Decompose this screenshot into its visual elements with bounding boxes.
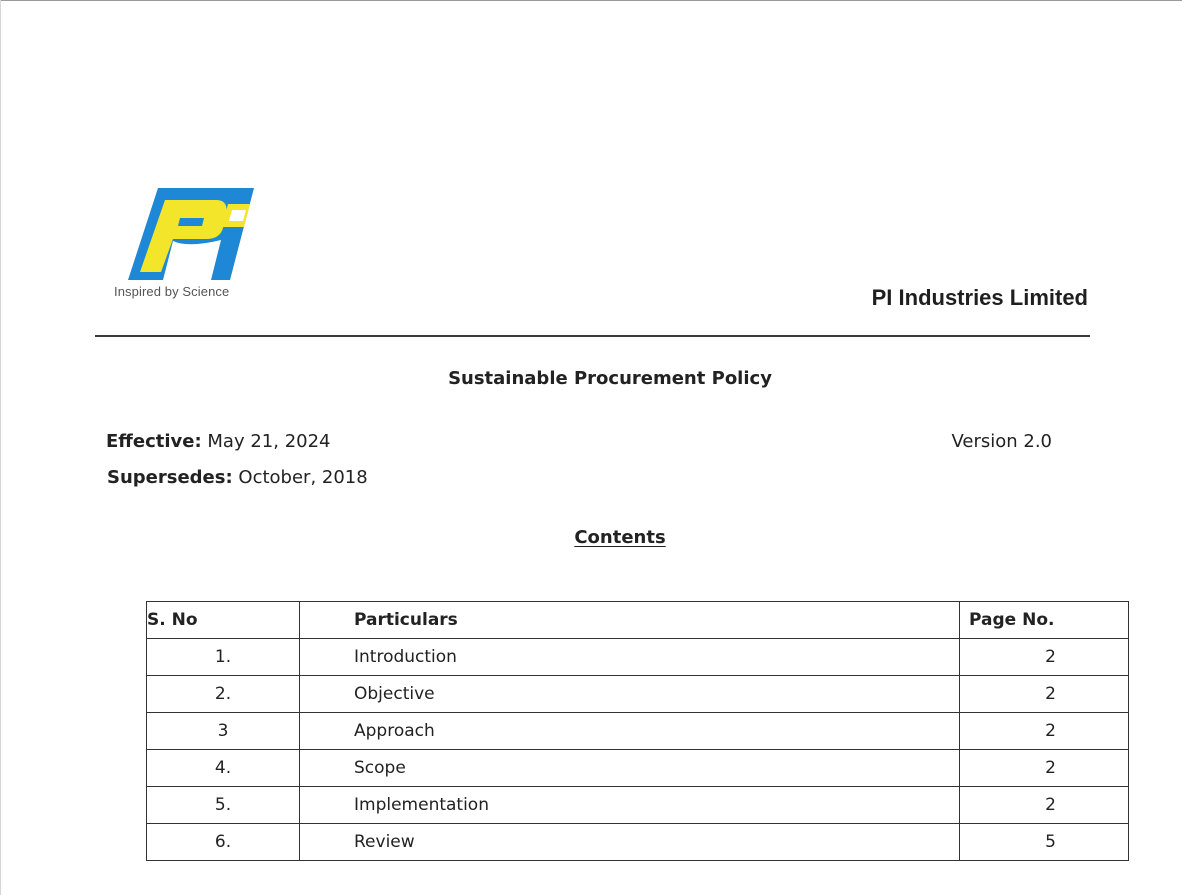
row-particulars: Review bbox=[300, 824, 960, 861]
row-page: 2 bbox=[960, 676, 1129, 713]
company-name: PI Industries Limited bbox=[871, 285, 1088, 310]
table-row bbox=[147, 787, 1129, 824]
row-particulars: Objective bbox=[300, 676, 960, 713]
table-row bbox=[147, 824, 1129, 861]
pi-industries-logo bbox=[128, 188, 254, 280]
effective-value: May 21, 2024 bbox=[207, 431, 331, 452]
row-sno: 5. bbox=[147, 787, 300, 824]
contents-table bbox=[146, 601, 1129, 861]
row-page: 2 bbox=[960, 713, 1129, 750]
row-page: 2 bbox=[960, 787, 1129, 824]
effective-label: Effective: bbox=[106, 431, 202, 452]
header-sno: S. No bbox=[147, 602, 300, 639]
contents-heading: Contents bbox=[574, 527, 666, 548]
table-row bbox=[147, 676, 1129, 713]
row-page: 2 bbox=[960, 750, 1129, 787]
table-row bbox=[147, 713, 1129, 750]
row-sno: 6. bbox=[147, 824, 300, 861]
row-sno: 2. bbox=[147, 676, 300, 713]
supersedes-label: Supersedes: bbox=[107, 467, 233, 488]
row-sno: 3 bbox=[147, 713, 300, 750]
logo-tagline: Inspired by Science bbox=[114, 284, 230, 299]
supersedes-value: October, 2018 bbox=[238, 467, 368, 488]
header-divider bbox=[95, 335, 1090, 337]
header-particulars: Particulars bbox=[300, 602, 960, 639]
policy-title: Sustainable Procurement Policy bbox=[448, 368, 772, 389]
header-page-no: Page No. bbox=[960, 602, 1129, 639]
table-header-row bbox=[147, 602, 1129, 639]
row-sno: 1. bbox=[147, 639, 300, 676]
row-page: 2 bbox=[960, 639, 1129, 676]
row-particulars: Introduction bbox=[300, 639, 960, 676]
row-sno: 4. bbox=[147, 750, 300, 787]
table-row bbox=[147, 639, 1129, 676]
row-particulars: Scope bbox=[300, 750, 960, 787]
version-label: Version 2.0 bbox=[951, 431, 1052, 452]
effective-date bbox=[106, 431, 331, 452]
row-particulars: Approach bbox=[300, 713, 960, 750]
page-edge-left bbox=[0, 0, 1, 895]
row-page: 5 bbox=[960, 824, 1129, 861]
table-row bbox=[147, 750, 1129, 787]
supersedes-date bbox=[107, 467, 368, 488]
page-edge-top bbox=[0, 0, 1182, 1]
row-particulars: Implementation bbox=[300, 787, 960, 824]
